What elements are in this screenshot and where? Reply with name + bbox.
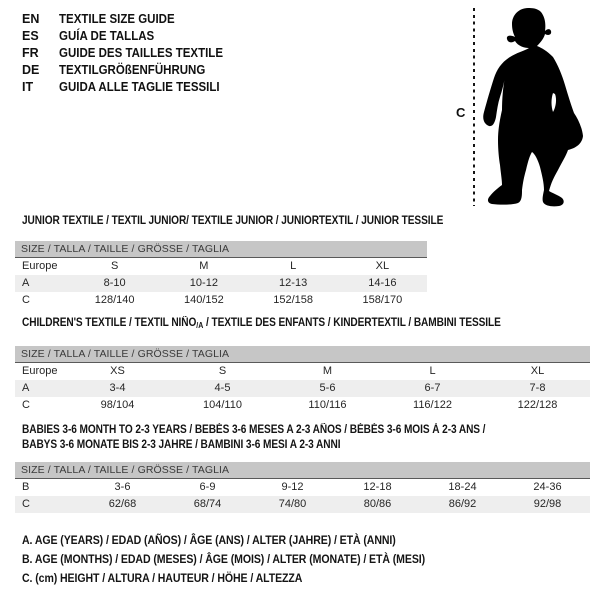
table-row-height xyxy=(15,397,590,414)
size-cell: 128/140 xyxy=(94,294,135,306)
size-table-header: SIZE / TALLA / TAILLE / GRÖSSE / TAGLIA xyxy=(15,346,590,363)
lang-row-en xyxy=(22,11,237,28)
table-row-age xyxy=(15,275,427,292)
size-cell: 104/110 xyxy=(203,399,242,411)
size-cell: XS xyxy=(110,365,125,377)
size-cell: L xyxy=(290,260,297,272)
row-label: Europe xyxy=(22,260,58,272)
size-cell: M xyxy=(322,365,333,377)
size-cell: 8-10 xyxy=(103,277,126,289)
children-section-title: CHILDREN'S TEXTILE / TEXTIL NIÑO/A / TEXTILE DES ENFANTS / KINDERTEXTIL / BAMBINI TESSILE xyxy=(22,317,501,330)
size-cell: 6-7 xyxy=(424,382,441,394)
row-label: A xyxy=(22,382,30,394)
lang-row-es xyxy=(22,28,237,45)
lang-code: FR xyxy=(22,46,39,60)
table-row-age-months xyxy=(15,479,590,496)
table-row-height xyxy=(15,292,427,309)
lang-title: TEXTILGRÖßENFÜHRUNG xyxy=(59,63,206,77)
legend-line-b: B. AGE (MONTHS) / EDAD (MESES) / ÂGE (MOIS) / ALTER (MONATE) / ETÀ (MESI) xyxy=(22,552,426,566)
lang-title: GUIDA ALLE TAGLIE TESSILI xyxy=(59,80,220,94)
row-label: C xyxy=(22,498,30,510)
row-label: Europe xyxy=(22,365,58,377)
legend-line-c: C. (cm) HEIGHT / ALTURA / HAUTEUR / HÖHE / ALTEZZA xyxy=(22,571,303,585)
size-cell: XL xyxy=(375,260,390,272)
size-cell: 9-12 xyxy=(281,481,304,493)
size-table-header: SIZE / TALLA / TAILLE / GRÖSSE / TAGLIA xyxy=(15,462,590,479)
size-cell: 98/104 xyxy=(100,399,135,411)
size-cell: 68/74 xyxy=(193,498,222,510)
size-cell: 92/98 xyxy=(533,498,562,510)
size-cell: 3-4 xyxy=(109,382,126,394)
baby-silhouette-icon xyxy=(482,7,586,211)
size-table-children xyxy=(15,346,590,414)
size-cell: 24-36 xyxy=(533,481,562,493)
row-label: C xyxy=(22,294,30,306)
size-cell: S xyxy=(110,260,119,272)
lang-code: IT xyxy=(22,80,34,94)
size-cell: 14-16 xyxy=(368,277,397,289)
row-label: A xyxy=(22,277,30,289)
lang-title: TEXTILE SIZE GUIDE xyxy=(59,12,175,26)
table-row-age xyxy=(15,380,590,397)
size-cell: 5-6 xyxy=(319,382,336,394)
lang-title: GUÍA DE TALLAS xyxy=(59,29,155,43)
lang-row-de xyxy=(22,62,237,79)
size-cell: 3-6 xyxy=(114,481,131,493)
height-reference-dashed-line xyxy=(473,8,475,206)
size-cell: 6-9 xyxy=(199,481,216,493)
size-cell: 4-5 xyxy=(214,382,231,394)
size-table-junior xyxy=(15,241,427,309)
lang-code: DE xyxy=(22,63,40,77)
size-cell: 122/128 xyxy=(517,399,558,411)
legend-line-a: A. AGE (YEARS) / EDAD (AÑOS) / ÂGE (ANS) / ALTER (JAHRE) / ETÀ (ANNI) xyxy=(22,533,396,547)
table-row-height xyxy=(15,496,590,513)
size-cell: 152/158 xyxy=(273,294,313,306)
size-cell: 74/80 xyxy=(278,498,307,510)
babies-section-title: BABIES 3-6 MONTH TO 2-3 YEARS / BEBÉS 3-6 MESES A 2-3 AÑOS / BÉBÉS 3-6 MOIS À 2-3 ANS / BABYS 3-6 MONATE BIS 2-3 JAHRE / BAMBINI 3-6 MESI A 2-3 ANNI xyxy=(22,424,486,451)
size-cell: 18-24 xyxy=(448,481,477,493)
height-label-c: C xyxy=(456,105,466,120)
junior-section-title: JUNIOR TEXTILE / TEXTIL JUNIOR/ TEXTILE JUNIOR / JUNIORTEXTIL / JUNIOR TESSILE xyxy=(22,215,444,227)
size-table-babies xyxy=(15,462,590,513)
lang-title: GUIDE DES TAILLES TEXTILE xyxy=(59,46,224,60)
row-label: C xyxy=(22,399,30,411)
size-cell: 140/152 xyxy=(183,294,224,306)
size-cell: 116/122 xyxy=(413,399,452,411)
size-cell: 12-13 xyxy=(279,277,308,289)
size-table-header: SIZE / TALLA / TAILLE / GRÖSSE / TAGLIA xyxy=(15,241,427,258)
table-row-europe xyxy=(15,363,590,380)
lang-code: EN xyxy=(22,12,40,26)
measurement-legend xyxy=(22,531,480,588)
lang-code: ES xyxy=(22,29,39,43)
lang-row-fr xyxy=(22,45,237,62)
size-cell: 158/170 xyxy=(362,294,403,306)
size-cell: 110/116 xyxy=(308,399,347,411)
size-cell: 80/86 xyxy=(363,498,392,510)
size-cell: 86/92 xyxy=(448,498,477,510)
size-cell: M xyxy=(199,260,209,272)
lang-row-it xyxy=(22,79,237,96)
title-subscript: /A xyxy=(196,321,204,330)
size-cell: S xyxy=(218,365,227,377)
row-label: B xyxy=(22,481,30,493)
size-cell: 12-18 xyxy=(363,481,392,493)
language-title-list xyxy=(22,11,237,96)
size-cell: 10-12 xyxy=(189,277,218,289)
table-row-europe xyxy=(15,258,427,275)
size-cell: 62/68 xyxy=(108,498,137,510)
size-cell: 7-8 xyxy=(529,382,546,394)
size-cell: L xyxy=(429,365,436,377)
size-cell: XL xyxy=(530,365,545,377)
